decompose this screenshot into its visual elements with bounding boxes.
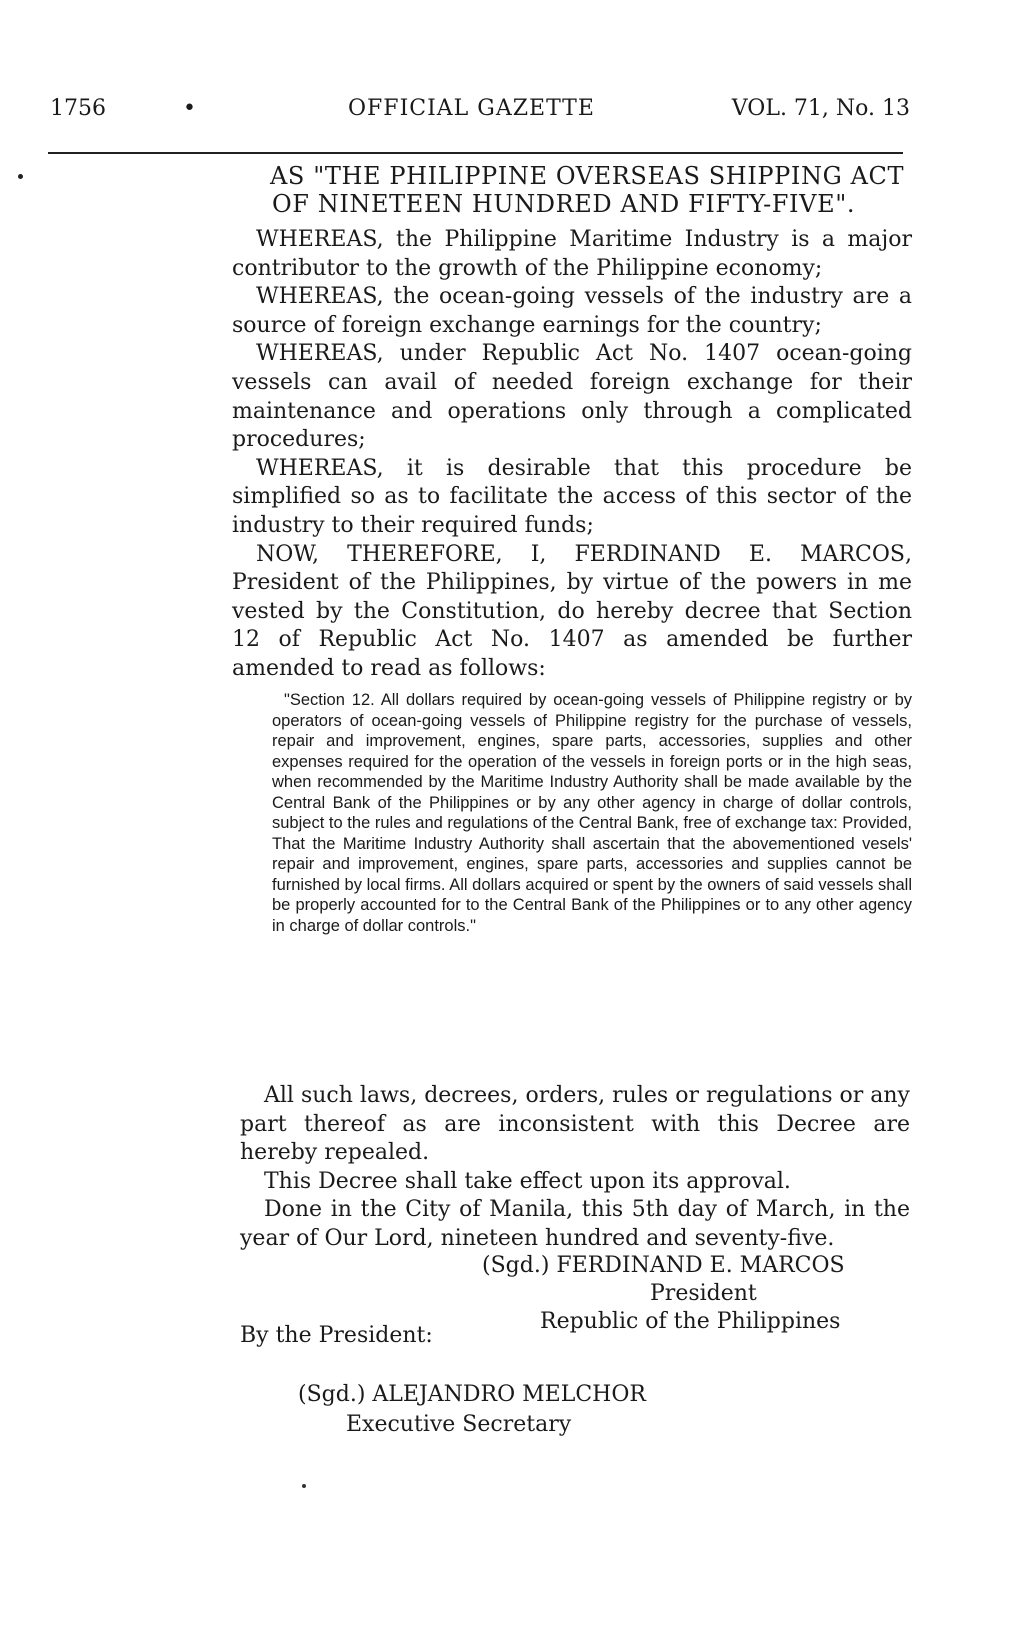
whereas-text: the Philippine Maritime Industry is a major contributor to the growth of the Philippine economy; xyxy=(232,227,912,281)
whereas-lead: WHEREAS, xyxy=(256,284,384,310)
signatory-name: FERDINAND E. MARCOS xyxy=(556,1253,845,1278)
title-line-2: OF NINETEEN HUNDRED AND FIFTY-FIVE". xyxy=(272,190,856,218)
bottom-mark xyxy=(302,1484,306,1488)
sgd-prefix: (Sgd.) xyxy=(482,1253,557,1278)
publication-title: OFFICIAL GAZETTE xyxy=(348,96,595,121)
whereas-clause-1 xyxy=(232,226,912,283)
page-number: 1756 xyxy=(50,96,106,121)
repealing-clause: All such laws, decrees, orders, rules or regulations or any part thereof as are inconsistent with this Decree are hereby repealed. xyxy=(240,1083,910,1165)
signatory-name: ALEJANDRO MELCHOR xyxy=(372,1382,646,1407)
done-clause: Done in the City of Manila, this 5th day of March, in the year of Our Lord, nineteen hundred and seventy-five. xyxy=(240,1197,910,1251)
by-the-president: By the President: xyxy=(240,1323,433,1348)
secretary-signature-block xyxy=(298,1380,798,1440)
header-bullet: • xyxy=(183,96,196,121)
whereas-text: the ocean-going vessels of the industry are a source of foreign exchange earnings for the country; xyxy=(232,284,912,338)
page-header xyxy=(50,96,910,126)
whereas-lead: WHEREAS, xyxy=(256,341,384,367)
preamble xyxy=(232,226,912,684)
decree-title xyxy=(270,162,930,218)
volume-number: VOL. 71, No. 13 xyxy=(731,96,910,121)
signatory-title: Executive Secretary xyxy=(346,1412,572,1437)
president-name: FERDINAND E. MARCOS xyxy=(574,541,905,567)
now-therefore-clause xyxy=(232,541,912,684)
whereas-clause-3 xyxy=(232,340,912,454)
signatory-title: President xyxy=(650,1281,757,1306)
margin-mark xyxy=(18,174,23,179)
header-rule xyxy=(48,152,903,154)
whereas-lead: WHEREAS, xyxy=(256,227,384,252)
title-line-1: AS "THE PHILIPPINE OVERSEAS SHIPPING ACT xyxy=(270,162,905,190)
now-therefore-text-2: , President of the Philippines, by virtue of the powers in me vested by the Constitution, do hereby decree that Section 12 of Republic Act No. 1407 as amended be further amended to read as follows: xyxy=(232,541,912,681)
whereas-text: it is desirable that this procedure be simplified so as to facilitate the access of this sector of the industry to their required funds; xyxy=(232,455,912,538)
signature-line xyxy=(298,1380,798,1410)
whereas-clause-2 xyxy=(232,283,912,340)
signature-line xyxy=(482,1252,922,1280)
quoted-section-12: "Section 12. All dollars required by ocean-going vessels of Philippine registry or by operators of ocean-going vessels of Philippine registry for the purchase of vessels, repair and improvement, engines, spare parts, accessories, supplies and other expenses required for the operation of the vessels in foreign ports or in the high seas, when recommended by the Maritime Industry Authority shall be made available by the Central Bank of the Philippines or by any other agency in charge of dollar controls, subject to the rules and regulations of the Central Bank, free of exchange tax: Provided, That the Maritime Industry Authority shall ascertain that the abovementioned vesels' repair and improvement, engines, spare parts, accessories and supplies cannot be furnished by local firms. All dollars acquired or spent by the owners of said vessels shall be properly accounted for to the Central Bank of the Philippines or to any other agency in charge of dollar controls." xyxy=(272,691,912,935)
whereas-lead: WHEREAS, xyxy=(256,455,384,481)
now-therefore-lead: NOW, THEREFORE, xyxy=(256,541,503,567)
sgd-prefix: (Sgd.) xyxy=(298,1382,373,1407)
whereas-text: under Republic Act No. 1407 ocean-going vessels can avail of needed foreign exchange for their maintenance and operations only through a complicated procedures; xyxy=(232,341,912,453)
now-therefore-text-1: I, xyxy=(502,541,575,567)
whereas-clause-4 xyxy=(232,455,912,541)
closing-clauses xyxy=(240,1082,910,1253)
effectivity-clause: This Decree shall take effect upon its approval. xyxy=(264,1168,791,1194)
president-signature-block xyxy=(482,1252,922,1336)
signatory-org: Republic of the Philippines xyxy=(540,1309,841,1334)
